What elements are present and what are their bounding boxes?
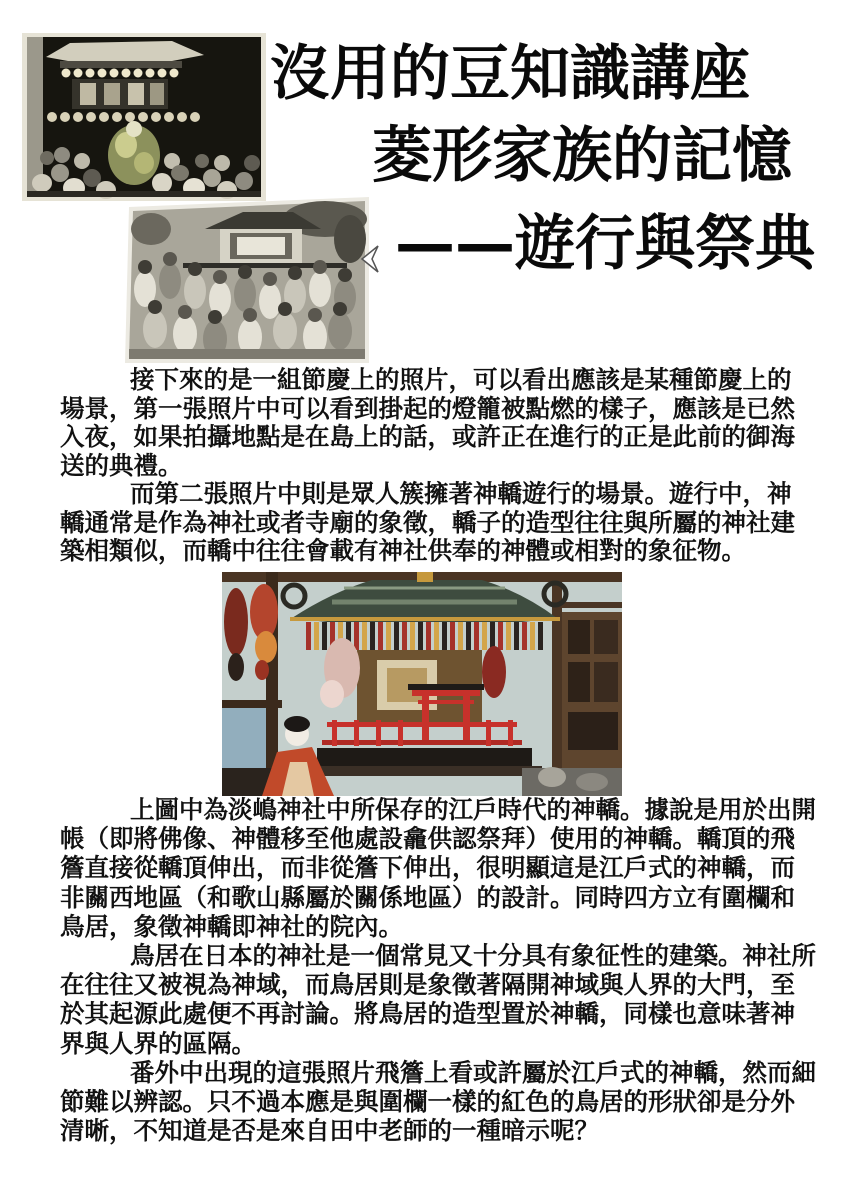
palanquin-base	[307, 748, 542, 776]
text-line: 場景，第一張照片中可以看到掛起的燈籠被點燃的樣子，應該是已然	[60, 393, 795, 423]
text-line: 而第二張照片中則是眾人簇擁著神轎遊行的場景。遊行中，神	[130, 479, 792, 508]
lit-wall-edge	[27, 37, 43, 197]
text-line: 上圖中為淡嶋神社中所保存的江戶時代的神轎。據說是用於出開	[130, 795, 816, 824]
text-line: 番外中出現的這張照片飛簷上看或許屬於江戶式的神轎，然而細	[130, 1057, 816, 1087]
photo-festival-night	[22, 33, 266, 201]
text-line: 清晰，不知道是否是來自田中老師的一種暗示呢？	[60, 1116, 599, 1146]
text-line: 在往往又被視為神域，而鳥居則是象徵著隔開神域與人界的大門，至	[60, 970, 795, 1000]
photo-corner-mark	[358, 244, 380, 274]
text-line: 鳥居，象徵神轎即神社的院內。	[60, 911, 403, 941]
text-line: 鳥居在日本的神社是一個常見又十分具有象征性的建築。神社所	[130, 940, 816, 970]
text-line: 簷直接從轎頂伸出，而非從簷下伸出，很明顯這是江戶式的神轎，而	[60, 853, 795, 883]
photo-edo-mikoshi	[222, 572, 622, 796]
text-line: 送的典禮。	[60, 450, 183, 480]
title-line-2: 菱形家族的記憶	[372, 121, 792, 191]
text-line: 轎通常是作為神社或者寺廟的象徵，轎子的造型往往與所屬的神社建	[60, 507, 795, 537]
title-line-1: 沒用的豆知識講座	[270, 39, 750, 109]
text-line: 入夜，如果拍攝地點是在島上的話，或許正在進行的正是此前的御海	[60, 422, 795, 451]
text-line: 非關西地區（和歌山縣屬於關係地區）的設計。同時四方立有圍欄和	[60, 882, 795, 912]
body-text-lower	[60, 795, 830, 1145]
text-line: 界與人界的區隔。	[60, 1028, 256, 1058]
body-text-upper	[60, 366, 830, 566]
text-line: 築相類似，而轎中往往會載有神社供奉的神體或相對的象征物。	[60, 536, 746, 565]
text-line: 接下來的是一組節慶上的照片，可以看出應該是某種節慶上的	[130, 365, 792, 394]
text-line: 帳（即將佛像、神體移至他處設龕供認祭拜）使用的神轎。轎頂的飛	[60, 824, 795, 854]
photo-mikoshi-procession	[125, 197, 369, 363]
text-line: 於其起源此處便不再討論。將鳥居的造型置於神轎，同樣也意味著神	[60, 999, 795, 1029]
text-line: 節難以辨認。只不過本應是與圍欄一樣的紅色的鳥居的形狀卻是分外	[60, 1086, 795, 1116]
title-line-3: ——遊行與祭典	[395, 209, 815, 279]
